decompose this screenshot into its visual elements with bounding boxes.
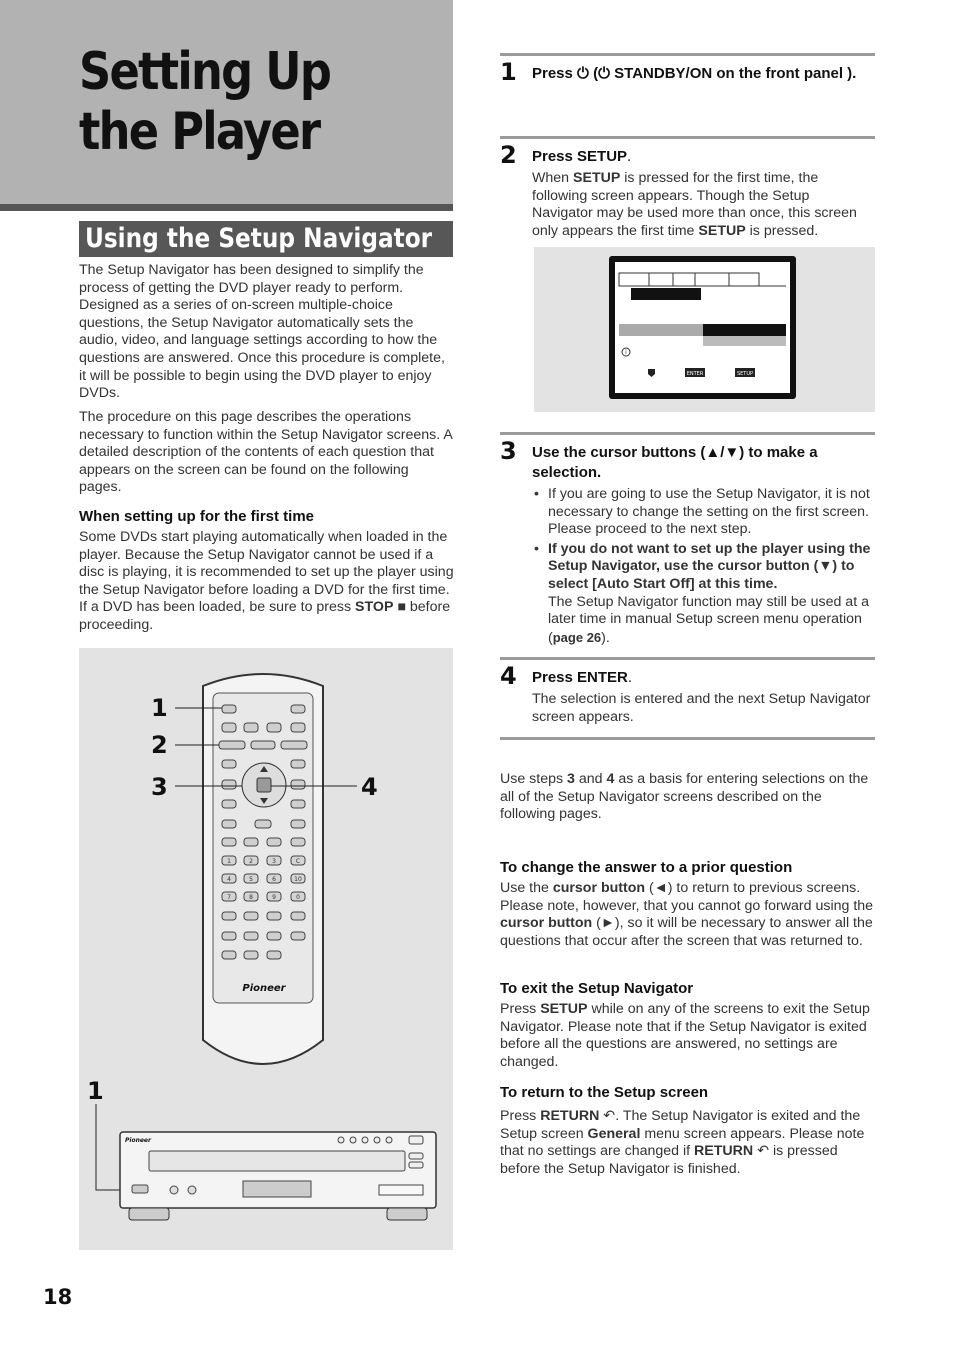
step-1-rule: [500, 53, 875, 56]
numpad-key-9: 9: [272, 894, 276, 901]
remote-and-player-illustration: [79, 648, 453, 1250]
step-2-heading: Press SETUP.: [532, 148, 632, 165]
return-icon-2: ↶: [757, 1143, 769, 1160]
steps-end-rule: [500, 737, 875, 740]
section-title: Using the Setup Navigator: [85, 223, 433, 254]
step-4-rule: [500, 657, 875, 660]
step-1-heading: Press ⏻ (⏻ STANDBY/ON on the front panel ).: [532, 65, 857, 82]
step-3-bullet-2: • If you do not want to set up the player using the Setup Navigator, use the cursor button (▼) to select [Auto Start Off] at this time. The Setup Navigator function may still be used at a later time in manual Setup screen menu operation (page 26).: [532, 541, 874, 648]
exit-paragraph: Press SETUP while on any of the screens to exit the Setup Navigator. Please note that if the Setup Navigator is exited before all the questions are answered, no settings are changed.: [500, 1001, 870, 1070]
numpad-key-0: 0: [296, 894, 300, 901]
power-icon: ⏻: [577, 65, 589, 82]
setup-navigator-screen-content: [615, 262, 790, 393]
numpad-key-6: 6: [272, 876, 276, 883]
numpad-key-10: 10: [294, 876, 302, 883]
return-paragraph: Press RETURN ↶. The Setup Navigator is exited and the Setup screen General menu screen appears. Please note that no settings are changed if RETURN ↶ is pressed before the Setup Navigator is finished.: [500, 1108, 865, 1177]
page-number: 18: [43, 1285, 73, 1309]
svg-text:i: i: [625, 349, 627, 356]
callout-1-player: 1: [87, 1077, 104, 1105]
screen-enter-label: ENTER: [686, 371, 704, 377]
numpad-key-2: 2: [249, 858, 253, 865]
return-icon: ↶: [603, 1108, 616, 1124]
remote-brand-logo: Pioneer: [242, 983, 286, 994]
power-icon-small: ⏻: [598, 65, 610, 82]
step-2-body: When SETUP is pressed for the first time, the following screen appears. Though the Setup Navigator may be used more than once, this screen only appears the first time SETUP is pressed.: [532, 170, 857, 239]
step-3-rule: [500, 432, 875, 435]
step-3-number: 3: [500, 437, 517, 465]
step-4-body: The selection is entered and the next Setup Navigator screen appears.: [532, 691, 871, 725]
first-time-heading: When setting up for the first time: [79, 508, 314, 525]
intro-paragraph-2: The procedure on this page describes the operations necessary to function within the Setup Navigator screens. A detailed description of the contents of each question that appears on the screen can be found on the following pages.: [79, 409, 453, 496]
screen-setup-label: SETUP: [736, 371, 754, 377]
numpad-key-c: C: [295, 858, 301, 865]
callout-1-remote: 1: [151, 694, 168, 722]
numpad-key-8: 8: [249, 894, 253, 901]
callout-4: 4: [361, 773, 378, 801]
remote-control: [203, 674, 323, 1064]
change-answer-heading: To change the answer to a prior question: [500, 859, 793, 876]
return-heading: To return to the Setup screen: [500, 1084, 709, 1101]
step-3-bullet-1: • If you are going to use the Setup Navigator, it is not necessary to change the setting on the first screen. Please proceed to the next step.: [532, 486, 874, 539]
numpad-key-7: 7: [227, 894, 231, 901]
step-3-heading: Use the cursor buttons (▲/▼) to make a selection.: [532, 444, 818, 481]
first-time-paragraph: Some DVDs start playing automatically when loaded in the player. Because the Setup Navigator cannot be used if a disc is playing, it is recommended to set up the player using the Setup Navigator before loading a DVD for the first time. If a DVD has been loaded, be sure to press STOP ■ before proceeding.: [79, 529, 454, 633]
numpad-key-4: 4: [227, 876, 231, 883]
numpad-key-1: 1: [227, 858, 231, 865]
stop-icon: ■: [397, 599, 406, 616]
cursor-icon: [648, 369, 655, 377]
exit-heading: To exit the Setup Navigator: [500, 980, 694, 997]
step-4-number: 4: [500, 662, 517, 690]
change-answer-paragraph: Use the cursor button (◄) to return to previous screens. Please note, however, that you cannot go forward using the cursor button (►), so it will be necessary to answer all the questions that occur after the screen that was returned to.: [500, 880, 874, 949]
step-1-number: 1: [500, 58, 517, 86]
player-brand-logo: Pioneer: [125, 1137, 151, 1144]
dvd-player: [120, 1132, 436, 1220]
title-divider: [0, 204, 453, 211]
intro-paragraph-1: The Setup Navigator has been designed to simplify the process of getting the DVD player ready to perform. Designed as a series of on-screen multiple-choice questions, the Setup Navigator automatically sets the audio, video, and language settings according to how the questions are answered. Once this procedure is complete, it will be possible to begin using the DVD player to enjoy DVDs.: [79, 262, 445, 402]
step-4-heading: Press ENTER.: [532, 669, 633, 686]
step-2-number: 2: [500, 141, 517, 169]
steps-note: Use steps 3 and 4 as a basis for entering selections on the all of the Setup Navigator screens described on the following pages.: [500, 771, 869, 823]
page-title: Setting Up the Player: [79, 42, 331, 162]
callout-3: 3: [151, 773, 168, 801]
callout-2: 2: [151, 731, 168, 759]
step-2-rule: [500, 136, 875, 139]
step-3-bullets: [532, 486, 874, 649]
numpad-key-3: 3: [272, 858, 276, 865]
numpad-key-5: 5: [249, 876, 253, 883]
